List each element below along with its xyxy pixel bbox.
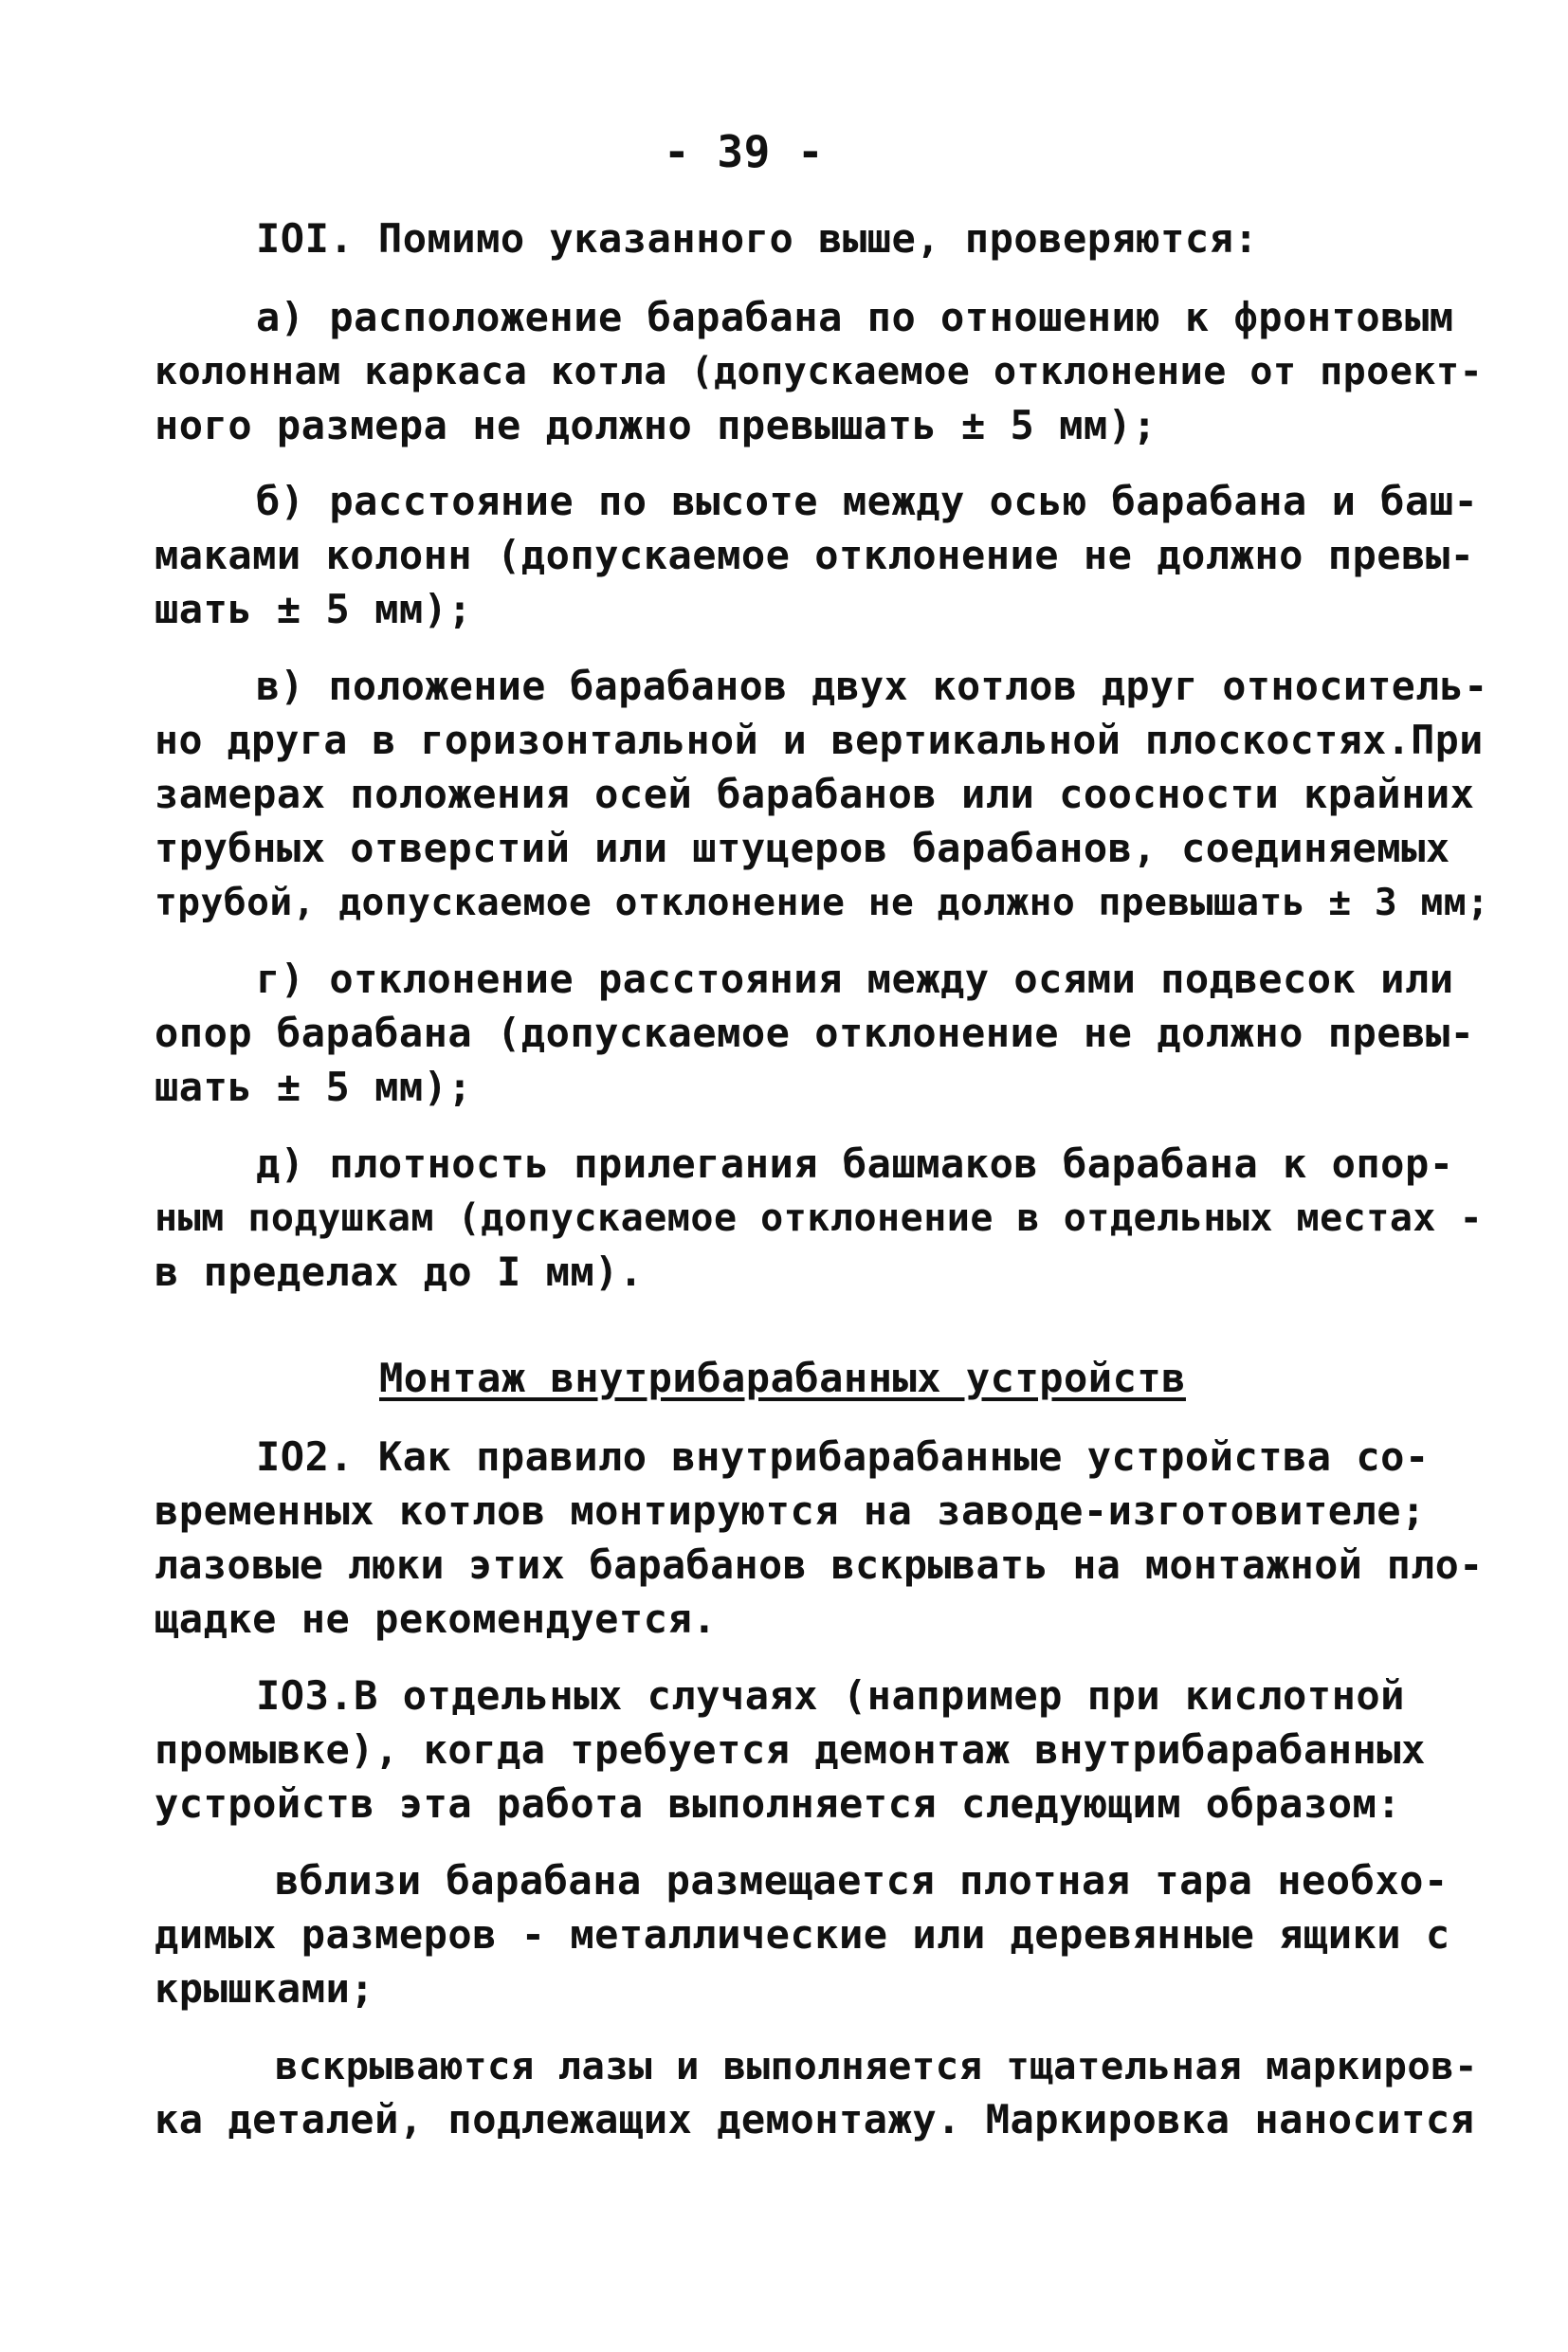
item-101-a-line-1: а) расположение барабана по отношению к фронтовым	[256, 294, 1454, 340]
item-103-line-3: устройств эта работа выполняется следующим образом:	[155, 1780, 1402, 1827]
item-102-line-1: IO2. Как правило внутрибарабанные устройства со-	[256, 1433, 1430, 1480]
item-101-b-line-2: маками колонн (допускаемое отклонение не должно превы-	[155, 532, 1475, 578]
item-102-line-3: лазовые люки этих барабанов вскрывать на монтажной пло-	[155, 1541, 1484, 1588]
item-101-d-line-3: в пределах до I мм).	[155, 1249, 644, 1295]
item-101-v-line-4: трубных отверстий или штуцеров барабанов, соединяемых	[155, 825, 1450, 871]
list-103-first-line-3: крышками;	[155, 1965, 375, 2012]
list-103-second-line-2: ка деталей, подлежащих демонтажу. Маркировка наносится	[155, 2096, 1475, 2142]
item-101-g-line-1: г) отклонение расстояния между осями подвесок или	[256, 956, 1454, 1002]
item-101-d-line-1: д) плотность прилегания башмаков барабана к опор-	[256, 1140, 1454, 1187]
item-102-line-2: временных котлов монтируются на заводе-изготовителе;	[155, 1487, 1426, 1534]
list-103-second-line-1: вскрываются лазы и выполняется тщательная маркиров-	[275, 2043, 1479, 2088]
item-101-a-line-3: ного размера не должно превышать ± 5 мм);	[155, 402, 1158, 448]
item-103-line-2: промывке), когда требуется демонтаж внутрибарабанных	[155, 1726, 1426, 1773]
list-103-first-line-1: вблизи барабана размещается плотная тара необхо-	[275, 1857, 1449, 1904]
section-heading: Монтаж внутрибарабанных устройств	[379, 1355, 1186, 1401]
item-101-v-line-1: в) положение барабанов двух котлов друг относитель-	[256, 663, 1488, 709]
item-101-intro: IOI. Помимо указанного выше, проверяются:	[256, 215, 1259, 262]
item-101-b-line-3: шать ± 5 мм);	[155, 586, 473, 632]
item-102-line-4: щадке не рекомендуется.	[155, 1595, 718, 1642]
item-101-v-line-2: но друга в горизонтальной и вертикальной плоскостях.При	[155, 717, 1484, 763]
item-101-g-line-3: шать ± 5 мм);	[155, 1064, 473, 1110]
item-101-g-line-2: опор барабана (допускаемое отклонение не должно превы-	[155, 1010, 1475, 1056]
item-103-line-1: IO3.В отдельных случаях (например при кислотной	[256, 1672, 1405, 1719]
item-101-d-line-2: ным подушкам (допускаемое отклонение в отдельных местах -	[155, 1196, 1484, 1240]
item-101-v-line-5: трубой, допускаемое отклонение не должно превышать ± 3 мм;	[155, 881, 1490, 924]
item-101-b-line-1: б) расстояние по высоте между осью барабана и баш-	[256, 478, 1479, 524]
item-101-v-line-3: замерах положения осей барабанов или соосности крайних	[155, 771, 1475, 817]
page-number: - 39 -	[664, 126, 825, 177]
item-101-a-line-2: колоннам каркаса котла (допускаемое отклонение от проект-	[155, 350, 1484, 393]
list-103-first-line-2: димых размеров - металлические или деревянные ящики с	[155, 1911, 1450, 1958]
